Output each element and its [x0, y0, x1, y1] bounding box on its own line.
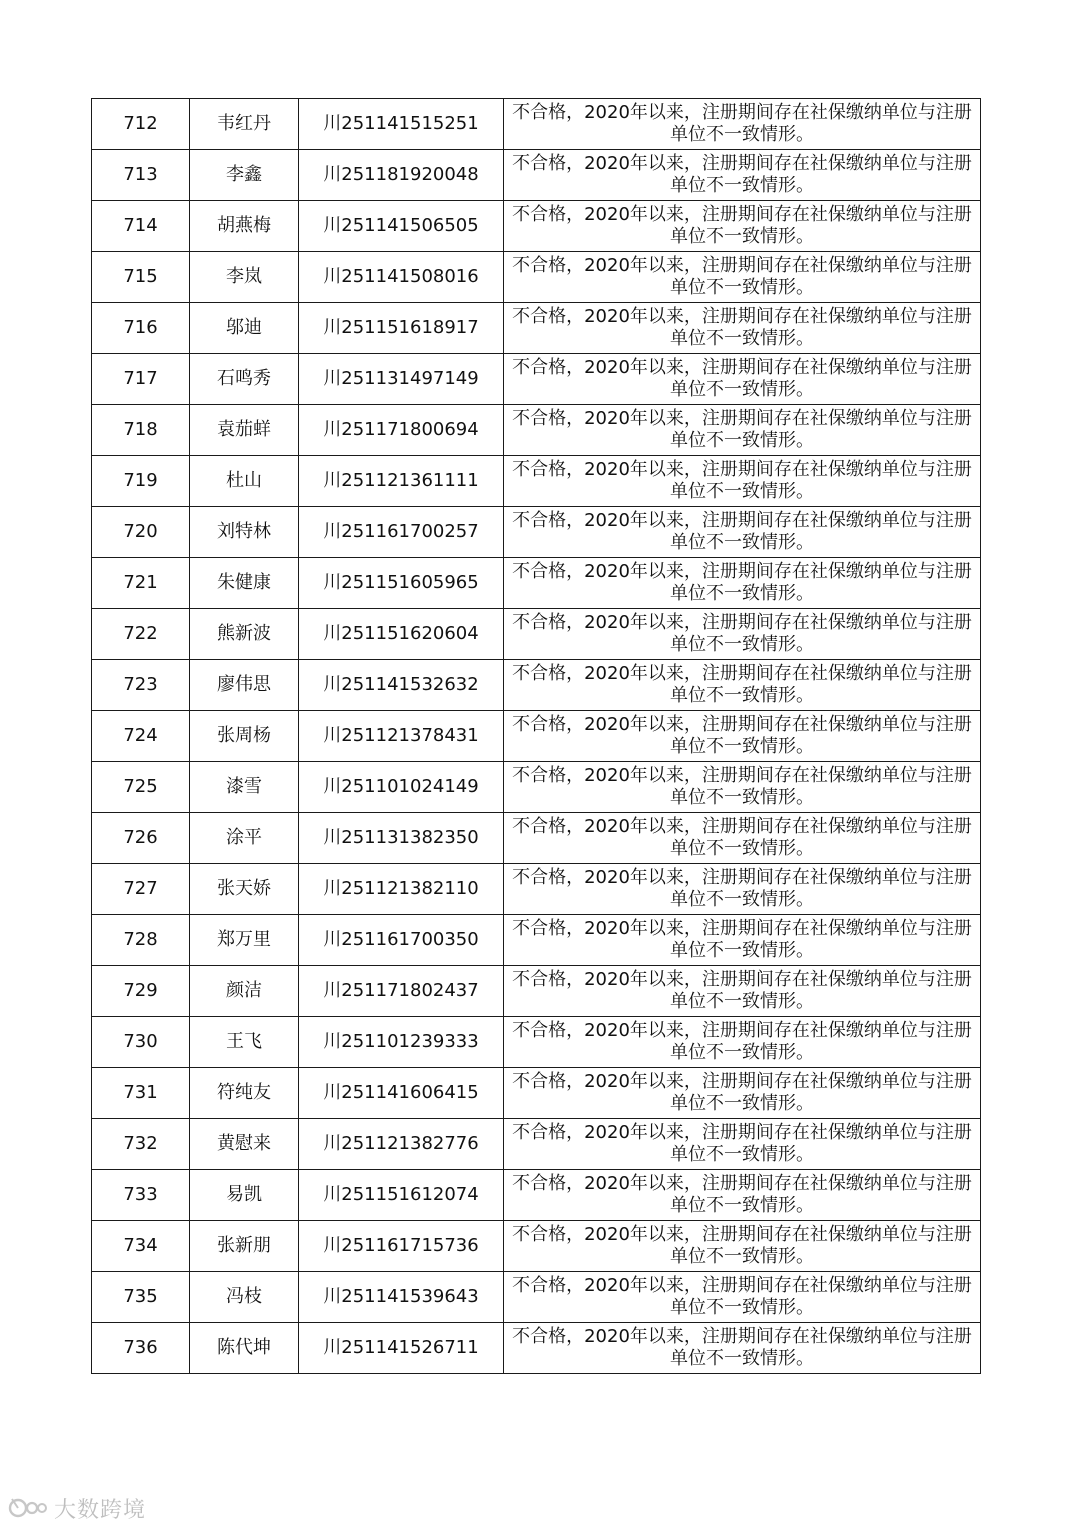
name-cell: 易凯 — [190, 1170, 299, 1221]
result-cell: 不合格，2020年以来，注册期间存在社保缴纳单位与注册单位不一致情形。 — [504, 1272, 981, 1323]
result-cell: 不合格，2020年以来，注册期间存在社保缴纳单位与注册单位不一致情形。 — [504, 456, 981, 507]
row-number-cell: 716 — [92, 303, 190, 354]
name-cell: 朱健康 — [190, 558, 299, 609]
table-row — [92, 1119, 981, 1170]
table-row — [92, 354, 981, 405]
certificate-number-cell: 川251171802437 — [299, 966, 504, 1017]
row-number-cell: 731 — [92, 1068, 190, 1119]
table-row — [92, 609, 981, 660]
table-row — [92, 660, 981, 711]
result-cell: 不合格，2020年以来，注册期间存在社保缴纳单位与注册单位不一致情形。 — [504, 1323, 981, 1374]
row-number-cell: 725 — [92, 762, 190, 813]
certificate-number-cell: 川251141606415 — [299, 1068, 504, 1119]
result-cell: 不合格，2020年以来，注册期间存在社保缴纳单位与注册单位不一致情形。 — [504, 915, 981, 966]
certificate-number-cell: 川251161715736 — [299, 1221, 504, 1272]
name-cell: 张新朋 — [190, 1221, 299, 1272]
name-cell: 刘特林 — [190, 507, 299, 558]
table-row — [92, 456, 981, 507]
table-row — [92, 864, 981, 915]
name-cell: 张天娇 — [190, 864, 299, 915]
certificate-number-cell: 川251181920048 — [299, 150, 504, 201]
name-cell: 郑万里 — [190, 915, 299, 966]
result-cell: 不合格，2020年以来，注册期间存在社保缴纳单位与注册单位不一致情形。 — [504, 558, 981, 609]
row-number-cell: 712 — [92, 99, 190, 150]
certificate-number-cell: 川251121361111 — [299, 456, 504, 507]
certificate-number-cell: 川251101239333 — [299, 1017, 504, 1068]
name-cell: 袁茄蛘 — [190, 405, 299, 456]
certificate-number-cell: 川251151620604 — [299, 609, 504, 660]
row-number-cell: 718 — [92, 405, 190, 456]
table-row — [92, 966, 981, 1017]
name-cell: 李岚 — [190, 252, 299, 303]
name-cell: 石鸣秀 — [190, 354, 299, 405]
name-cell: 冯枝 — [190, 1272, 299, 1323]
table-row — [92, 1323, 981, 1374]
certificate-number-cell: 川251141508016 — [299, 252, 504, 303]
watermark-text: 大数跨境 — [54, 1497, 147, 1523]
row-number-cell: 734 — [92, 1221, 190, 1272]
table-row — [92, 99, 981, 150]
row-number-cell: 719 — [92, 456, 190, 507]
table-row — [92, 915, 981, 966]
result-cell: 不合格，2020年以来，注册期间存在社保缴纳单位与注册单位不一致情形。 — [504, 966, 981, 1017]
row-number-cell: 730 — [92, 1017, 190, 1068]
row-number-cell: 728 — [92, 915, 190, 966]
row-number-cell: 723 — [92, 660, 190, 711]
certificate-number-cell: 川251141526711 — [299, 1323, 504, 1374]
result-cell: 不合格，2020年以来，注册期间存在社保缴纳单位与注册单位不一致情形。 — [504, 252, 981, 303]
result-cell: 不合格，2020年以来，注册期间存在社保缴纳单位与注册单位不一致情形。 — [504, 99, 981, 150]
table-row — [92, 1272, 981, 1323]
certificate-number-cell: 川251141506505 — [299, 201, 504, 252]
result-cell: 不合格，2020年以来，注册期间存在社保缴纳单位与注册单位不一致情形。 — [504, 150, 981, 201]
table-row — [92, 252, 981, 303]
result-cell: 不合格，2020年以来，注册期间存在社保缴纳单位与注册单位不一致情形。 — [504, 1119, 981, 1170]
result-cell: 不合格，2020年以来，注册期间存在社保缴纳单位与注册单位不一致情形。 — [504, 507, 981, 558]
row-number-cell: 724 — [92, 711, 190, 762]
table-row — [92, 1017, 981, 1068]
row-number-cell: 720 — [92, 507, 190, 558]
table-row — [92, 1221, 981, 1272]
row-number-cell: 732 — [92, 1119, 190, 1170]
table-row — [92, 762, 981, 813]
certificate-number-cell: 川251101024149 — [299, 762, 504, 813]
table-row — [92, 303, 981, 354]
result-cell: 不合格，2020年以来，注册期间存在社保缴纳单位与注册单位不一致情形。 — [504, 660, 981, 711]
row-number-cell: 715 — [92, 252, 190, 303]
table-row — [92, 405, 981, 456]
name-cell: 李鑫 — [190, 150, 299, 201]
certificate-number-cell: 川251161700257 — [299, 507, 504, 558]
table-row — [92, 201, 981, 252]
table-row — [92, 813, 981, 864]
records-table-body — [92, 99, 981, 1374]
table-row — [92, 150, 981, 201]
row-number-cell: 713 — [92, 150, 190, 201]
certificate-number-cell: 川251151605965 — [299, 558, 504, 609]
row-number-cell: 735 — [92, 1272, 190, 1323]
certificate-number-cell: 川251131497149 — [299, 354, 504, 405]
certificate-number-cell: 川251121382110 — [299, 864, 504, 915]
result-cell: 不合格，2020年以来，注册期间存在社保缴纳单位与注册单位不一致情形。 — [504, 405, 981, 456]
row-number-cell: 721 — [92, 558, 190, 609]
row-number-cell: 722 — [92, 609, 190, 660]
row-number-cell: 736 — [92, 1323, 190, 1374]
row-number-cell: 714 — [92, 201, 190, 252]
result-cell: 不合格，2020年以来，注册期间存在社保缴纳单位与注册单位不一致情形。 — [504, 762, 981, 813]
records-table — [91, 98, 981, 1374]
certificate-number-cell: 川251131382350 — [299, 813, 504, 864]
certificate-number-cell: 川251121382776 — [299, 1119, 504, 1170]
result-cell: 不合格，2020年以来，注册期间存在社保缴纳单位与注册单位不一致情形。 — [504, 354, 981, 405]
row-number-cell: 733 — [92, 1170, 190, 1221]
result-cell: 不合格，2020年以来，注册期间存在社保缴纳单位与注册单位不一致情形。 — [504, 1221, 981, 1272]
certificate-number-cell: 川251171800694 — [299, 405, 504, 456]
row-number-cell: 727 — [92, 864, 190, 915]
name-cell: 邬迪 — [190, 303, 299, 354]
name-cell: 熊新波 — [190, 609, 299, 660]
certificate-number-cell: 川251121378431 — [299, 711, 504, 762]
name-cell: 符纯友 — [190, 1068, 299, 1119]
name-cell: 韦红丹 — [190, 99, 299, 150]
result-cell: 不合格，2020年以来，注册期间存在社保缴纳单位与注册单位不一致情形。 — [504, 1017, 981, 1068]
name-cell: 胡燕梅 — [190, 201, 299, 252]
certificate-number-cell: 川251151612074 — [299, 1170, 504, 1221]
name-cell: 漆雪 — [190, 762, 299, 813]
table-row — [92, 507, 981, 558]
result-cell: 不合格，2020年以来，注册期间存在社保缴纳单位与注册单位不一致情形。 — [504, 303, 981, 354]
table-row — [92, 558, 981, 609]
certificate-number-cell: 川251161700350 — [299, 915, 504, 966]
row-number-cell: 726 — [92, 813, 190, 864]
result-cell: 不合格，2020年以来，注册期间存在社保缴纳单位与注册单位不一致情形。 — [504, 711, 981, 762]
name-cell: 陈代坤 — [190, 1323, 299, 1374]
result-cell: 不合格，2020年以来，注册期间存在社保缴纳单位与注册单位不一致情形。 — [504, 201, 981, 252]
certificate-number-cell: 川251141539643 — [299, 1272, 504, 1323]
table-row — [92, 1170, 981, 1221]
result-cell: 不合格，2020年以来，注册期间存在社保缴纳单位与注册单位不一致情形。 — [504, 813, 981, 864]
certificate-number-cell: 川251151618917 — [299, 303, 504, 354]
name-cell: 王飞 — [190, 1017, 299, 1068]
row-number-cell: 717 — [92, 354, 190, 405]
table-row — [92, 1068, 981, 1119]
name-cell: 颜洁 — [190, 966, 299, 1017]
result-cell: 不合格，2020年以来，注册期间存在社保缴纳单位与注册单位不一致情形。 — [504, 864, 981, 915]
name-cell: 涂平 — [190, 813, 299, 864]
result-cell: 不合格，2020年以来，注册期间存在社保缴纳单位与注册单位不一致情形。 — [504, 1170, 981, 1221]
result-cell: 不合格，2020年以来，注册期间存在社保缴纳单位与注册单位不一致情形。 — [504, 609, 981, 660]
name-cell: 廖伟思 — [190, 660, 299, 711]
watermark — [8, 1490, 146, 1526]
name-cell: 张周杨 — [190, 711, 299, 762]
row-number-cell: 729 — [92, 966, 190, 1017]
table-row — [92, 711, 981, 762]
logo-mark-icon — [8, 1495, 48, 1521]
name-cell: 杜山 — [190, 456, 299, 507]
certificate-number-cell: 川251141515251 — [299, 99, 504, 150]
result-cell: 不合格，2020年以来，注册期间存在社保缴纳单位与注册单位不一致情形。 — [504, 1068, 981, 1119]
certificate-number-cell: 川251141532632 — [299, 660, 504, 711]
name-cell: 黄慰来 — [190, 1119, 299, 1170]
